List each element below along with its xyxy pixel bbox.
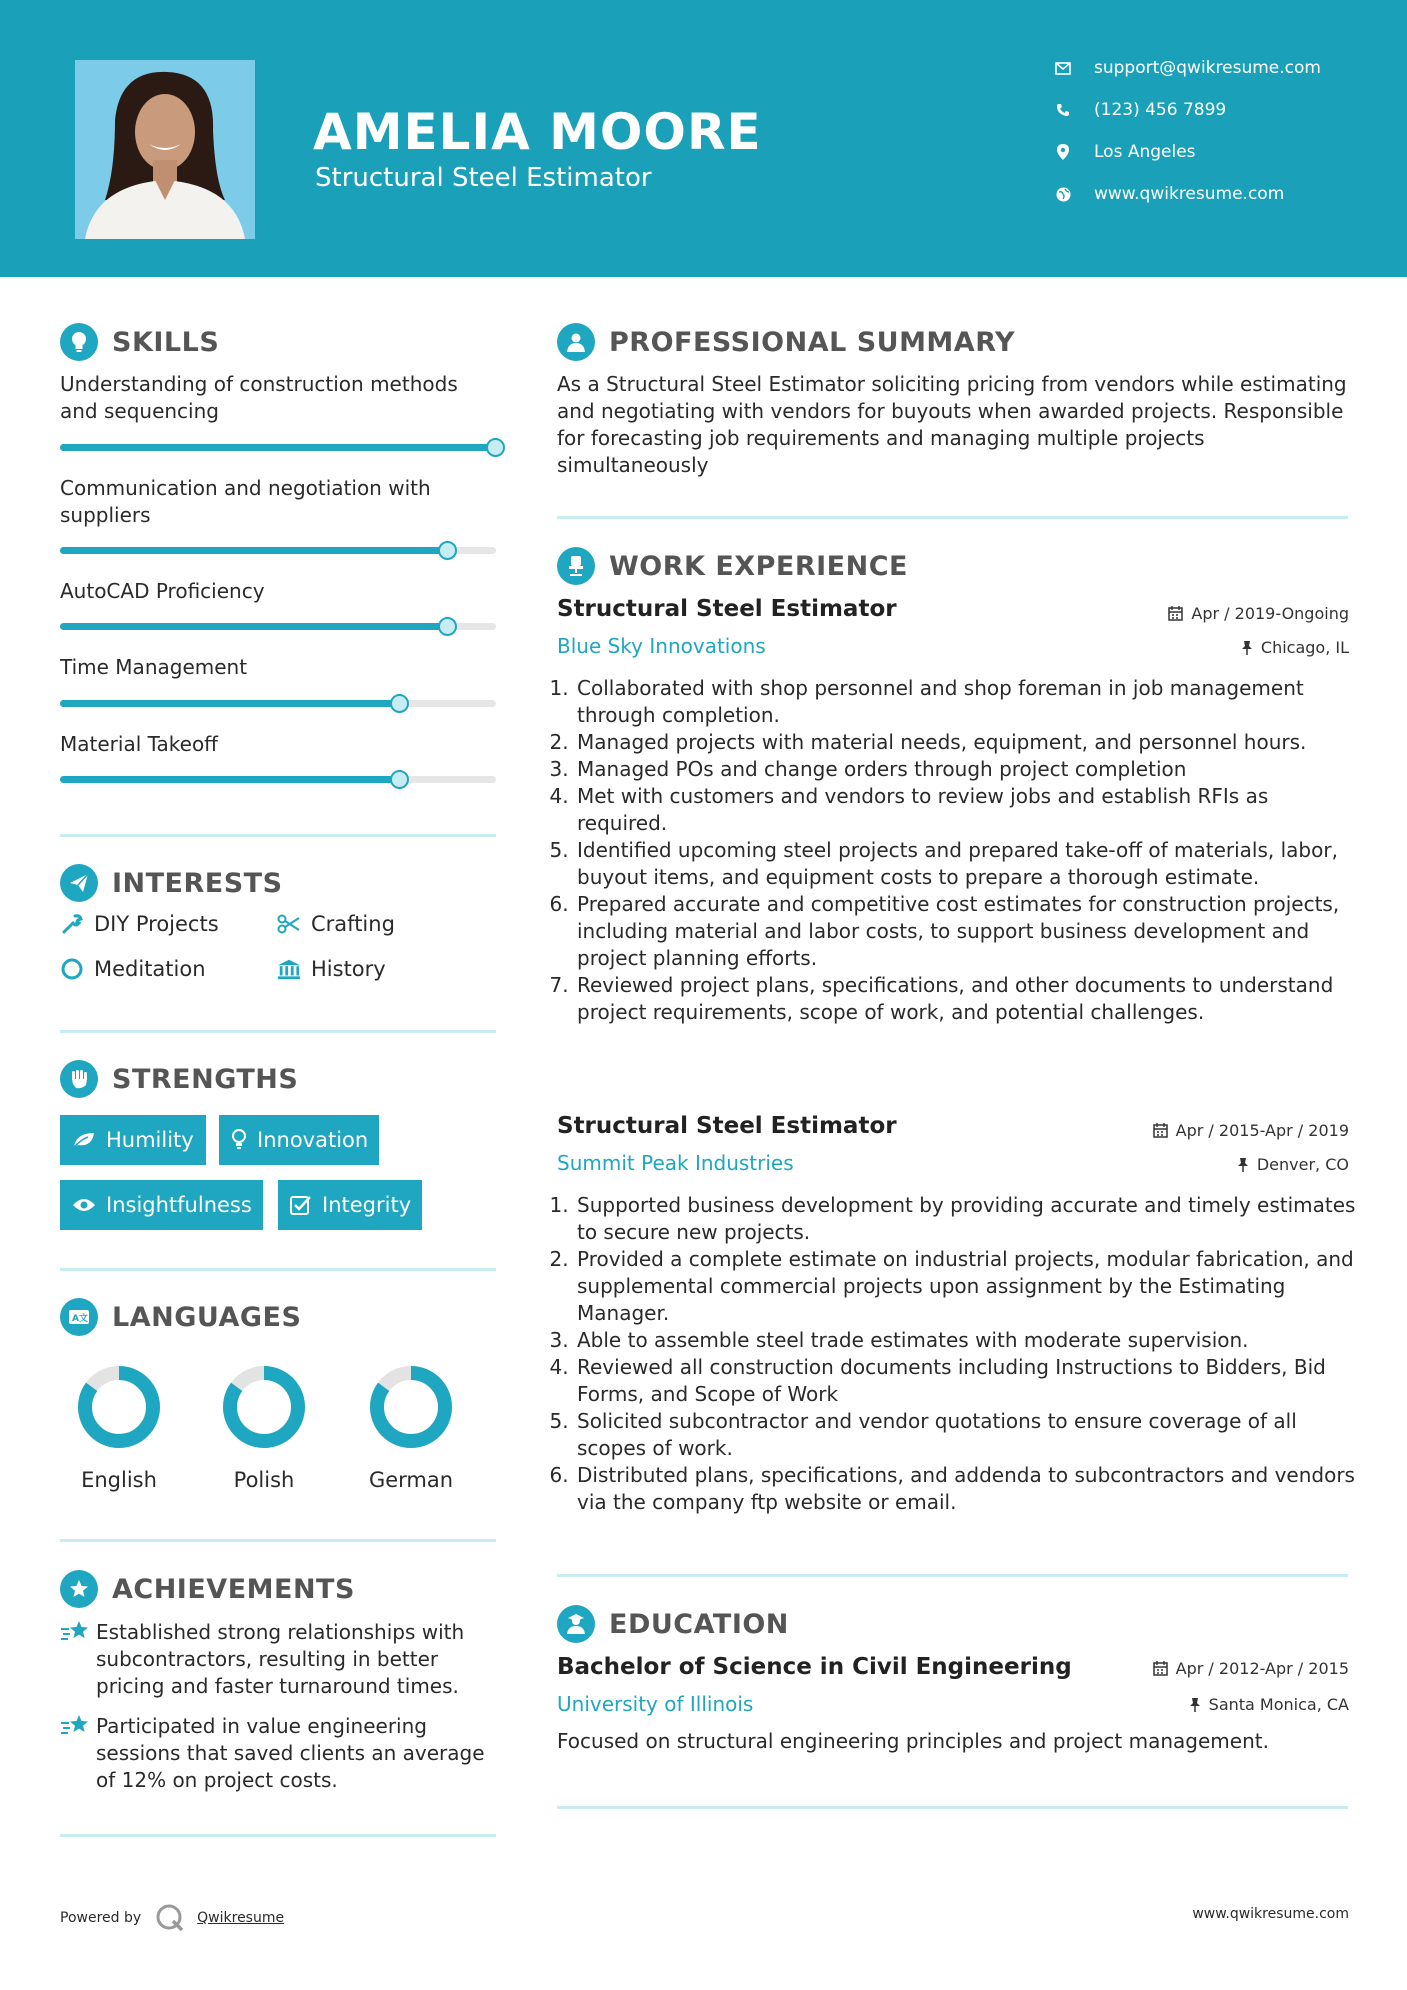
calendar-icon — [1153, 1123, 1168, 1138]
fist-icon — [60, 1060, 98, 1098]
company-name: Summit Peak Industries — [557, 1151, 794, 1175]
summary-heading: PROFESSIONAL SUMMARY — [557, 323, 1015, 361]
list-item: 3. Able to assemble steel trade estimates with moderate supervision. — [575, 1327, 1357, 1354]
list-item: 2. Provided a complete estimate on industrial projects, modular fabrication, and supplemental commercial projects upon assignment by the Estimating Manager. — [575, 1246, 1357, 1327]
strength-tag: Innovation — [219, 1115, 379, 1165]
candidate-name: AMELIA MOORE — [313, 103, 762, 161]
skill-bar — [60, 547, 496, 554]
job-title: Structural Steel Estimator — [557, 1113, 897, 1139]
skill-label: AutoCAD Proficiency — [60, 579, 265, 603]
contact-website[interactable]: www.qwikresume.com — [1054, 184, 1284, 204]
education-location: Santa Monica, CA — [1189, 1695, 1349, 1714]
interest-item: History — [277, 957, 386, 981]
skill-bar — [60, 776, 496, 783]
strength-tag: Integrity — [278, 1180, 422, 1230]
profile-photo — [75, 60, 255, 239]
skill-label: Communication and negotiation with suppliers — [60, 476, 431, 527]
list-item: 2. Managed projects with material needs, equipment, and personnel hours. — [575, 729, 1357, 756]
divider — [557, 1574, 1348, 1577]
language-label: German — [368, 1468, 454, 1492]
duty-list — [557, 1192, 1357, 1516]
strength-tag: Insightfulness — [60, 1180, 263, 1230]
job-dates: Apr / 2015-Apr / 2019 — [1153, 1121, 1349, 1140]
job-location: Chicago, IL — [1241, 638, 1349, 657]
skill-label: Material Takeoff — [60, 732, 218, 756]
language-ring — [369, 1365, 453, 1449]
qwikresume-link[interactable]: Qwikresume — [197, 1910, 285, 1926]
skill-bar — [60, 444, 496, 451]
map-pin-icon — [1054, 143, 1072, 161]
user-icon — [557, 323, 595, 361]
paper-plane-icon — [60, 864, 98, 902]
graduate-icon — [557, 1605, 595, 1643]
bank-icon — [277, 957, 301, 981]
job-dates: Apr / 2019-Ongoing — [1168, 604, 1349, 623]
globe-icon — [1054, 185, 1072, 203]
contact-phone[interactable]: (123) 456 7899 — [1054, 100, 1226, 120]
star-icon — [60, 1619, 96, 1700]
skill-label: Understanding of construction methods and sequencing — [60, 372, 458, 423]
list-item: 1. Collaborated with shop personnel and shop foreman in job management through completion. — [575, 675, 1357, 729]
list-item: 3. Managed POs and change orders through project completion — [575, 756, 1357, 783]
strength-tag: Humility — [60, 1115, 206, 1165]
education-description: Focused on structural engineering principles and project management. — [557, 1729, 1269, 1753]
list-item: 6. Distributed plans, specifications, and addenda to subcontractors and vendors via the company ftp website or email. — [575, 1462, 1357, 1516]
job-location: Denver, CO — [1237, 1155, 1349, 1174]
language-label: English — [81, 1468, 157, 1492]
office-chair-icon — [557, 547, 595, 585]
skill-label: Time Management — [60, 655, 248, 679]
language-ring — [77, 1365, 161, 1449]
duty-list — [557, 675, 1357, 1026]
scissors-icon — [277, 912, 301, 936]
lightbulb-icon — [60, 323, 98, 361]
divider — [557, 1806, 1348, 1809]
envelope-icon — [1054, 59, 1072, 77]
language-label: Polish — [233, 1468, 295, 1492]
skills-heading: SKILLS — [60, 323, 219, 361]
svg-text:A文: A文 — [72, 1314, 88, 1324]
leaf-icon — [72, 1131, 96, 1149]
contact-email[interactable]: support@qwikresume.com — [1054, 58, 1321, 78]
divider — [60, 1268, 496, 1271]
achievements-heading: ACHIEVEMENTS — [60, 1570, 355, 1608]
job-title: Structural Steel Estimator — [557, 596, 897, 622]
footer-powered-by: Powered by Qwikresume — [60, 1903, 284, 1933]
list-item: 4. Met with customers and vendors to review jobs and establish RFIs as required. — [575, 783, 1357, 837]
wrench-icon — [60, 912, 84, 936]
interest-item: Crafting — [277, 912, 395, 936]
divider — [60, 1834, 496, 1837]
star-icon — [60, 1713, 96, 1794]
contact-location: Los Angeles — [1054, 142, 1196, 162]
calendar-icon — [1168, 606, 1183, 621]
list-item: 7. Reviewed project plans, specifications, and other documents to understand project requirements, scope of work, and potential challenges. — [575, 972, 1357, 1026]
experience-heading: WORK EXPERIENCE — [557, 547, 908, 585]
lightbulb-icon — [231, 1129, 247, 1151]
strengths-heading: STRENGTHS — [60, 1060, 298, 1098]
pushpin-icon — [1189, 1697, 1201, 1712]
eye-icon — [72, 1197, 96, 1213]
skill-bar — [60, 623, 496, 630]
language-ring — [222, 1365, 306, 1449]
language-icon — [60, 1298, 98, 1336]
interest-item: Meditation — [60, 957, 206, 981]
company-name: Blue Sky Innovations — [557, 634, 766, 658]
education-dates: Apr / 2012-Apr / 2015 — [1153, 1659, 1349, 1678]
list-item: 1. Supported business development by providing accurate and timely estimates to secure new projects. — [575, 1192, 1357, 1246]
skill-bar — [60, 700, 496, 707]
list-item: 6. Prepared accurate and competitive cost estimates for construction projects, including material and labor costs, to support business development and project planning efforts. — [575, 891, 1357, 972]
footer-url[interactable]: www.qwikresume.com — [1192, 1906, 1349, 1922]
degree-title: Bachelor of Science in Civil Engineering — [557, 1654, 1072, 1680]
divider — [60, 834, 496, 837]
calendar-icon — [1153, 1661, 1168, 1676]
pushpin-icon — [1241, 640, 1253, 655]
school-name: University of Illinois — [557, 1692, 754, 1716]
education-heading: EDUCATION — [557, 1605, 789, 1643]
list-item: 4. Reviewed all construction documents including Instructions to Bidders, Bid Forms, and Scope of Work — [575, 1354, 1357, 1408]
circle-icon — [60, 957, 84, 981]
achievement-item: Participated in value engineering sessions that saved clients an average of 12% on project costs. — [60, 1713, 500, 1794]
list-item: 5. Identified upcoming steel projects and prepared take-off of materials, labor, buyout items, and equipment costs to prepare a thorough estimate. — [575, 837, 1357, 891]
divider — [60, 1539, 496, 1542]
qwikresume-logo-icon — [155, 1903, 185, 1933]
star-badge-icon — [60, 1570, 98, 1608]
checkbox-icon — [290, 1194, 312, 1216]
languages-heading: A文 LANGUAGES — [60, 1298, 301, 1336]
divider — [557, 516, 1348, 519]
resume-header — [0, 0, 1407, 277]
candidate-title: Structural Steel Estimator — [315, 163, 652, 193]
divider — [60, 1030, 496, 1033]
interests-heading: INTERESTS — [60, 864, 283, 902]
list-item: 5. Solicited subcontractor and vendor quotations to ensure coverage of all scopes of work. — [575, 1408, 1357, 1462]
summary-text: As a Structural Steel Estimator soliciting pricing from vendors while estimating and negotiating with vendors for buyouts when awarded projects. Responsible for forecasting job requirements and managing multiple projects simultaneously — [557, 372, 1347, 477]
achievement-item: Established strong relationships with subcontractors, resulting in better pricing and faster turnaround times. — [60, 1619, 500, 1700]
pushpin-icon — [1237, 1157, 1249, 1172]
phone-icon — [1054, 101, 1072, 119]
interest-item: DIY Projects — [60, 912, 219, 936]
